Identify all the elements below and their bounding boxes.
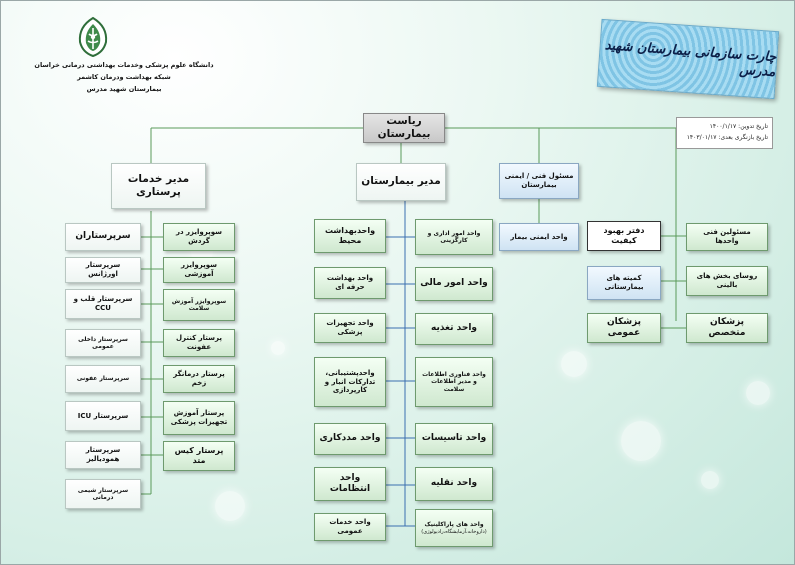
financial-affairs-unit-box: واحد امور مالی: [415, 267, 493, 301]
emergency-head-nurse-box: سرپرستار اورژانس: [65, 257, 141, 283]
medical-equipment-unit-box: واحد تجهیزات پزشکی: [314, 313, 386, 343]
compile-date: تاریخ تدوین: ۱۴۰۰/۱/۱۷: [709, 123, 768, 130]
health-education-supervisor-box: سوپروایزر آموزش سلامت: [163, 289, 235, 321]
environmental-health-unit-box: واحدبهداشت محیط: [314, 219, 386, 253]
head-nurses-box: سرپرستاران: [65, 223, 141, 251]
public-services-unit-box: واحد خدمات عمومی: [314, 513, 386, 541]
ccu-head-nurse-box: سرپرستار قلب و CCU: [65, 289, 141, 319]
transport-unit-box: واحد نقلیه: [415, 467, 493, 501]
hospital-presidency-box: ریاست بیمارستان: [363, 113, 445, 143]
social-work-unit-box: واحد مددکاری: [314, 423, 386, 455]
unit-officials-box: مسئولین فنی واحدها: [686, 223, 768, 251]
hemodialysis-head-nurse-box: سرپرستار همودیالیز: [65, 441, 141, 469]
chart-title-banner: [597, 19, 779, 99]
nursing-director-box: مدیر خدمات پرستاری: [111, 163, 206, 209]
university-name: دانشگاه علوم پزشکی وخدمات بهداشتی درمانی خراسان: [34, 61, 214, 69]
technical-safety-officer-box: مسئول فنی / ایمنی بیمارستان: [499, 163, 579, 199]
patient-safety-unit-box: واحد ایمنی بیمار: [499, 223, 579, 251]
discipline-unit-box: واحد انتظامات: [314, 467, 386, 501]
occupational-health-unit-box: واحد بهداشت حرفه ای: [314, 267, 386, 299]
university-logo-icon: [75, 16, 111, 58]
paraclinical-subtitle: (داروخانه،آزمایشگاه،رادیولوژی): [421, 528, 487, 535]
it-health-info-unit-box: واحد فناوری اطلاعات و مدیر اطلاعات سلامت: [415, 357, 493, 407]
facilities-unit-box: واحد تاسیسات: [415, 423, 493, 455]
specialist-physicians-box: پزشکان متخصص: [686, 313, 768, 343]
admin-personnel-unit-box: واحد امور اداری و کارگزینی: [415, 219, 493, 255]
organization-header: [1, 59, 247, 95]
chart-title: چارت سازمانی بیمارستان شهید مدرس: [604, 38, 777, 81]
hospital-director-box: مدیر بیمارستان: [356, 163, 446, 201]
case-manager-nurse-box: پرستار کیس متد: [163, 441, 235, 471]
quality-improvement-office-box: دفتر بهبود کیفیت: [587, 221, 661, 251]
chemotherapy-head-nurse-box: سرپرستار شیمی درمانی: [65, 479, 141, 509]
education-supervisor-box: سوپروایزر آموزشی: [163, 257, 235, 283]
icu-head-nurse-box: سرپرستار ICU: [65, 401, 141, 431]
health-network-name: شبکه بهداشت ودرمان کاشمر: [77, 73, 171, 81]
paraclinical-title: واحد های پاراکلینیک: [424, 521, 484, 529]
nutrition-unit-box: واحد تغذیه: [415, 313, 493, 345]
infection-control-nurse-box: پرستار کنترل عفونت: [163, 329, 235, 357]
wound-care-nurse-box: پرستار درمانگر زخم: [163, 365, 235, 393]
infectious-head-nurse-box: سرپرستار عفونی: [65, 365, 141, 393]
revision-dates: [676, 117, 773, 149]
rotating-supervisor-box: سوپروایزر در گردش: [163, 223, 235, 251]
clinical-ward-heads-box: روسای بخش های بالینی: [686, 266, 768, 296]
internal-head-nurse-box: سرپرستار داخلی عمومی: [65, 329, 141, 357]
support-procurement-unit-box: واحدپشتیبانی، تدارکات انبار و کارپردازی: [314, 357, 386, 407]
hospital-name: بیمارستان شهید مدرس: [86, 85, 162, 93]
hospital-committees-box: کمیته های بیمارستانی: [587, 266, 661, 300]
review-date: تاریخ بازنگری بعدی: ۱۴۰۳/۰۱/۱۷: [686, 134, 768, 141]
general-practitioners-box: پزشکان عمومی: [587, 313, 661, 343]
medical-equipment-training-nurse-box: پرستار آموزش تجهیزات پزشکی: [163, 401, 235, 435]
paraclinical-units-box: [415, 509, 493, 547]
